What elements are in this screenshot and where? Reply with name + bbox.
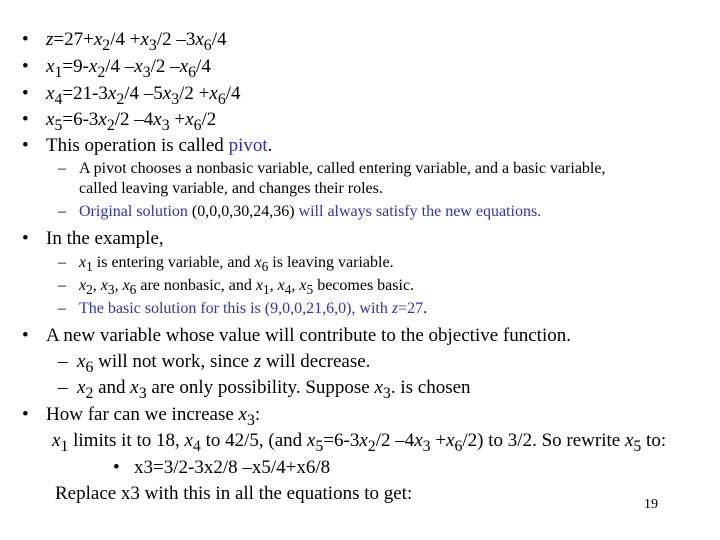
increase-x3-heading: How far can we increase $x_3$: [46, 404, 261, 429]
bullet-8: • [22, 404, 29, 425]
equation-x5: $x_5=6-3x_2/2$ $-4x_3 +x_6/2$ [46, 109, 217, 134]
new-variable-heading: A new variable whose value will contribute to the objective function. [46, 325, 571, 346]
bullet-4: • [22, 109, 29, 130]
x2-x3-note: $x_2$ and $x_3$ are only possibility. Suppose $x_3$. is chosen [77, 377, 471, 402]
replace-instruction: Replace x3 with this in all the equations to get: [55, 483, 413, 504]
equation-x1: $x_1=9-x_2/4$ $-x_3/2$ $-x_6/4$ [46, 56, 211, 81]
example-heading: In the example, [46, 228, 164, 249]
bullet-3: • [22, 83, 29, 104]
dash-2: – [58, 203, 66, 220]
pivot-definition-line1: A pivot chooses a nonbasic variable, called entering variable, and a basic variable, [79, 160, 606, 177]
bullet-6: • [22, 228, 29, 249]
dash-6: – [58, 351, 68, 372]
original-solution-note: Original solution (0,0,0,30,24,36) will always satisfy the new equations. [79, 203, 542, 220]
equation-x4: $x_4=21-3x_2/4$ $-5x_3/2 +x_6/4$ [46, 83, 241, 108]
basic-nonbasic-note: $x_2$, $x_3$, $x_6$ are nonbasic, and $x_1$, $x_4$, $x_5$ becomes basic. [79, 277, 415, 298]
dash-4: – [58, 277, 66, 294]
x3-rewrite-equation: x3=3/2-3x2/8 –x5/4+x6/8 [134, 457, 331, 478]
pivot-statement: This operation is called pivot. [46, 135, 273, 156]
pivot-definition-line2: called leaving variable, and changes their roles. [79, 180, 383, 197]
bullet-2: • [22, 56, 29, 77]
bullet-5: • [22, 135, 29, 156]
bullet-7: • [22, 325, 29, 346]
dash-1: – [58, 160, 66, 177]
entering-leaving-note: $x_1$ is entering variable, and $x_6$ is leaving variable. [79, 254, 394, 275]
equation-z: $z=27+x_2/4 +x_3/2$ $-3x_6/4$ [46, 29, 227, 54]
basic-solution-note: The basic solution for this is (9,0,0,21,6,0), with z=27. [79, 300, 428, 317]
x6-note: $x_6$ will not work, since z will decrease. [77, 351, 371, 376]
bullet-1: • [22, 29, 29, 50]
limits-note: $x_1$ limits it to 18, $x_4$ to 42/5, (and $x_5=6-3x_2/2$ $-4x_3 +x_6/2$) to 3/2. So rewrite $x_5$ to: [52, 430, 667, 455]
dash-5: – [58, 300, 66, 317]
page-number: 19 [644, 497, 658, 512]
dash-7: – [58, 377, 68, 398]
bullet-9: • [113, 457, 120, 478]
dash-3: – [58, 254, 66, 271]
